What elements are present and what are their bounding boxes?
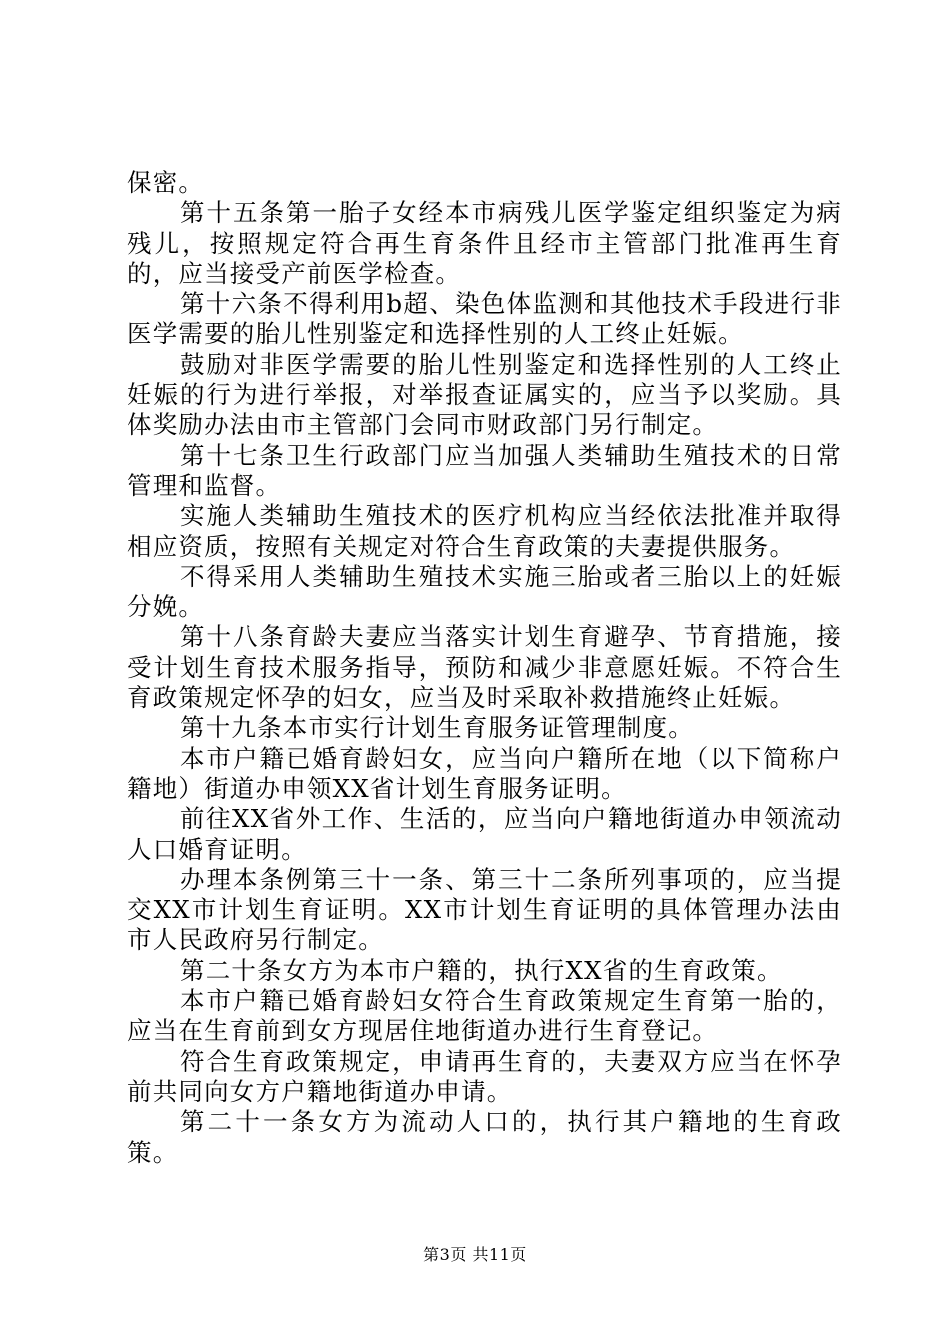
paragraph: 第十五条第一胎子女经本市病残儿医学鉴定组织鉴定为病残儿，按照规定符合再生育条件且经市主管部门批准再生育的，应当接受产前医学检查。: [127, 198, 842, 288]
paragraph: 前往XX省外工作、生活的，应当向户籍地街道办申领流动人口婚育证明。: [127, 804, 842, 864]
paragraph: 第十九条本市实行计划生育服务证管理制度。: [180, 713, 694, 743]
paragraph: 第二十一条女方为流动人口的，执行其户籍地的生育政策。: [127, 1107, 842, 1167]
paragraph: 办理本条例第三十一条、第三十二条所列事项的，应当提交XX市计划生育证明。XX市计划生育证明的具体管理办法由市人民政府另行制定。: [127, 864, 842, 955]
paragraph: 不得采用人类辅助生殖技术实施三胎或者三胎以上的妊娠分娩。: [127, 561, 842, 622]
paragraph: 本市户籍已婚育龄妇女，应当向户籍所在地（以下简称户籍地）街道办申领XX省计划生育服务证明。: [127, 743, 842, 803]
document-body: [127, 168, 842, 1168]
paragraph: 第二十条女方为本市户籍的，执行XX省的生育政策。: [180, 955, 783, 985]
paragraph: 第十七条卫生行政部门应当加强人类辅助生殖技术的日常管理和监督。: [127, 440, 842, 500]
paragraph: 实施人类辅助生殖技术的医疗机构应当经依法批准并取得相应资质，按照有关规定对符合生育政策的夫妻提供服务。: [127, 501, 842, 561]
page-number: 第3页 共11页: [423, 1245, 527, 1264]
paragraph: 本市户籍已婚育龄妇女符合生育政策规定生育第一胎的，应当在生育前到女方现居住地街道办进行生育登记。: [127, 986, 842, 1046]
page-footer: [0, 1242, 950, 1265]
paragraph: 第十六条不得利用b超、染色体监测和其他技术手段进行非医学需要的胎儿性别鉴定和选择性别的人工终止妊娠。: [127, 289, 842, 349]
paragraph: 第十八条育龄夫妻应当落实计划生育避孕、节育措施，接受计划生育技术服务指导，预防和减少非意愿妊娠。不符合生育政策规定怀孕的妇女，应当及时采取补救措施终止妊娠。: [127, 622, 842, 713]
paragraph: 保密。: [127, 168, 205, 197]
paragraph: 鼓励对非医学需要的胎儿性别鉴定和选择性别的人工终止妊娠的行为进行举报，对举报查证属实的，应当予以奖励。具体奖励办法由市主管部门会同市财政部门另行制定。: [127, 349, 842, 440]
paragraph: 符合生育政策规定，申请再生育的，夫妻双方应当在怀孕前共同向女方户籍地街道办申请。: [127, 1046, 842, 1106]
